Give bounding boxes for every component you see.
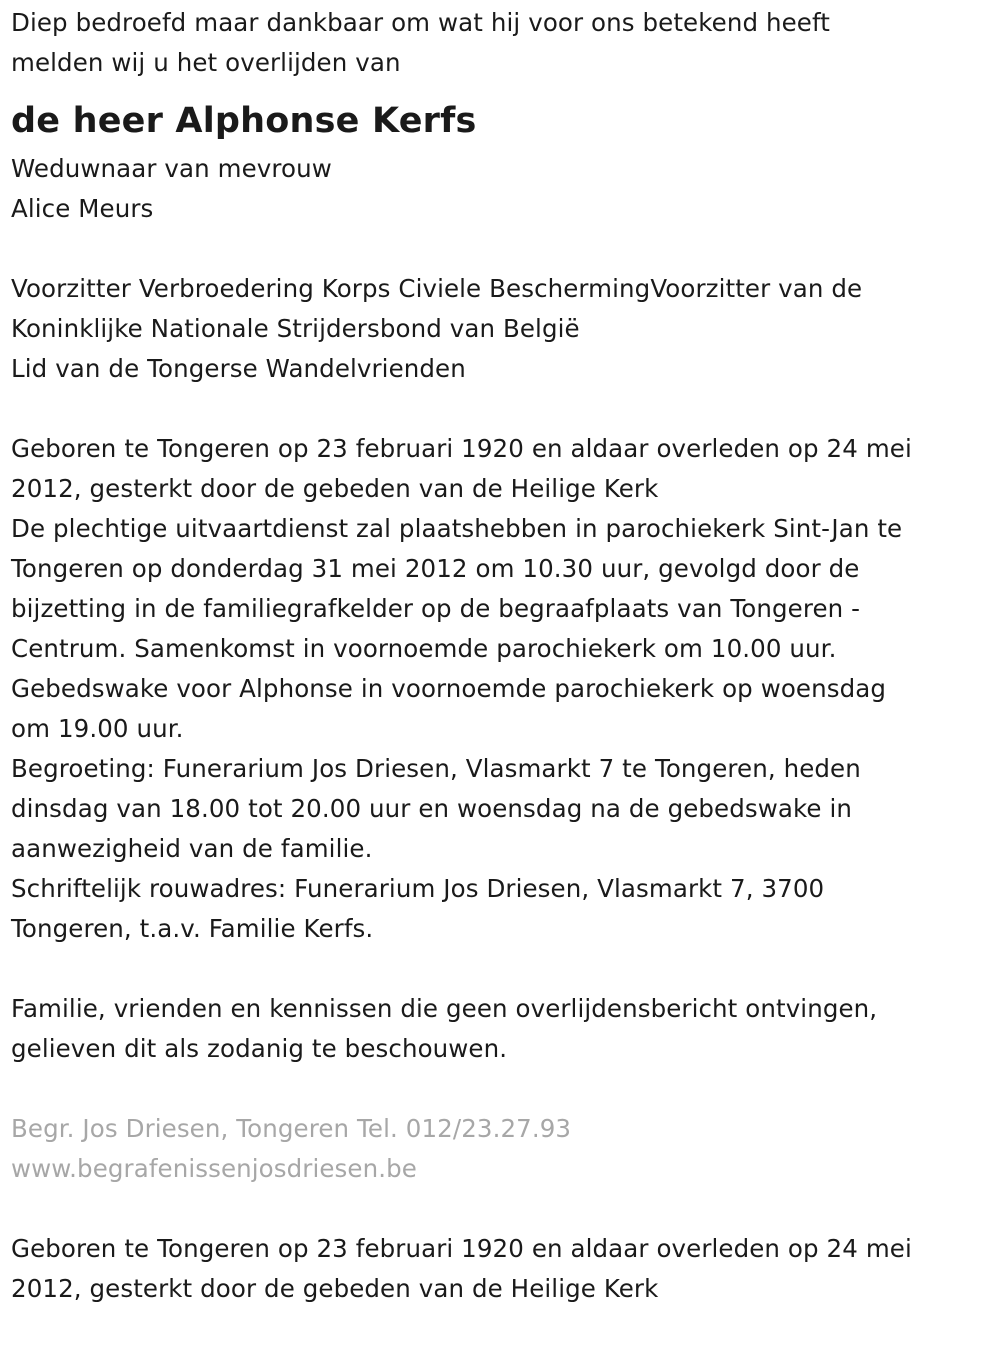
detail-line: Tongeren op donderdag 31 mei 2012 om 10.30 uur, gevolgd door de [11,554,860,583]
detail-line: De plechtige uitvaartdienst zal plaatshebben in parochiekerk Sint-Jan te [11,514,903,543]
birth-repeat-section [11,1229,989,1309]
notice-section [11,989,989,1069]
spacer [11,1189,989,1229]
notice-line: gelieven dit als zodanig te beschouwen. [11,1034,508,1063]
intro-line: melden wij u het overlijden van [11,48,401,77]
detail-line: Schriftelijk rouwadres: Funerarium Jos Driesen, Vlasmarkt 7, 3700 [11,874,825,903]
funeral-home-website: www.begrafenissenjosdriesen.be [11,1154,417,1183]
funeral-home-section [11,1109,989,1189]
detail-line: Tongeren, t.a.v. Familie Kerfs. [11,914,374,943]
spouse-line: Weduwnaar van mevrouw [11,154,332,183]
detail-line: Centrum. Samenkomst in voornoemde parochiekerk om 10.00 uur. [11,634,837,663]
spacer [11,949,989,989]
spouse-section [11,149,989,229]
funeral-home-contact: Begr. Jos Driesen, Tongeren Tel. 012/23.27.93 [11,1114,572,1143]
detail-line: bijzetting in de familiegrafkelder op de begraafplaats van Tongeren - [11,594,861,623]
birth-repeat-line: 2012, gesterkt door de gebeden van de Heilige Kerk [11,1274,659,1303]
detail-line: Gebedswake voor Alphonse in voornoemde parochiekerk op woensdag [11,674,887,703]
birth-repeat-line: Geboren te Tongeren op 23 februari 1920 en aldaar overleden op 24 mei [11,1234,912,1263]
detail-line: Begroeting: Funerarium Jos Driesen, Vlasmarkt 7 te Tongeren, heden [11,754,861,783]
detail-line: 2012, gesterkt door de gebeden van de Heilige Kerk [11,474,659,503]
deceased-name: de heer Alphonse Kerfs [11,101,477,141]
detail-line: aanwezigheid van de familie. [11,834,373,863]
spacer [11,1069,989,1109]
role-line: Voorzitter Verbroedering Korps Civiele BeschermingVoorzitter van de [11,274,863,303]
detail-line: om 19.00 uur. [11,714,184,743]
notice-line: Familie, vrienden en kennissen die geen overlijdensbericht ontvingen, [11,994,878,1023]
spacer [11,389,989,429]
intro-line: Diep bedroefd maar dankbaar om wat hij voor ons betekend heeft [11,8,830,37]
intro-section [11,3,989,83]
spacer [11,229,989,269]
detail-line: dinsdag van 18.00 tot 20.00 uur en woensdag na de gebedswake in [11,794,852,823]
details-section [11,429,989,949]
roles-section [11,269,989,389]
role-line: Lid van de Tongerse Wandelvrienden [11,354,466,383]
detail-line: Geboren te Tongeren op 23 februari 1920 en aldaar overleden op 24 mei [11,434,912,463]
role-line: Koninklijke Nationale Strijdersbond van België [11,314,580,343]
spouse-name: Alice Meurs [11,194,154,223]
